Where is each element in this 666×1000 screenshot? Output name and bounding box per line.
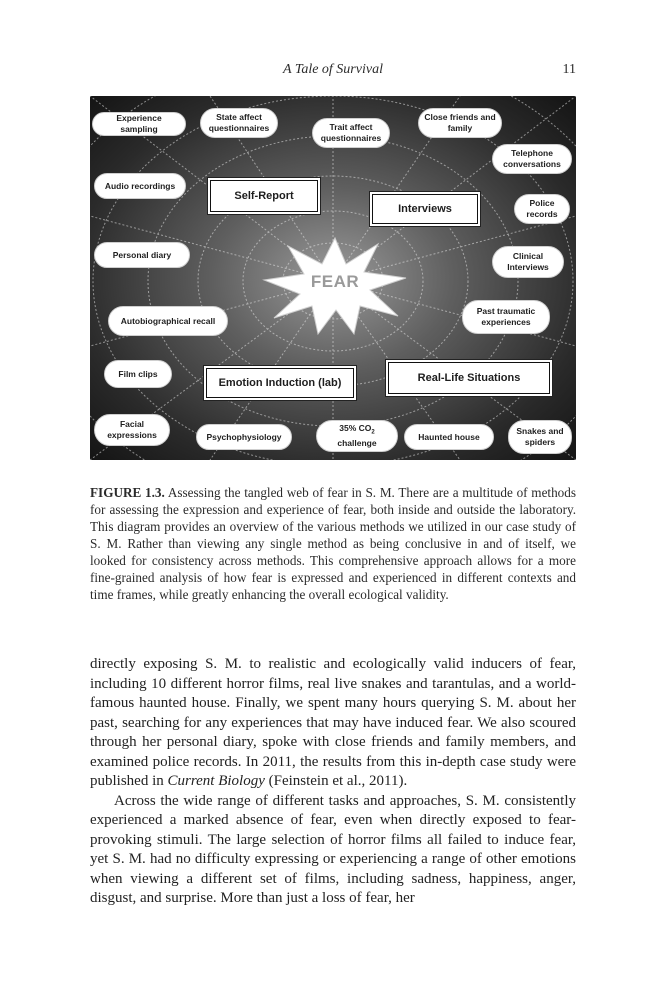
figure-caption	[90, 484, 576, 603]
method-past-traumatic-experiences: Past traumatic experiences	[462, 300, 550, 334]
running-head	[90, 62, 576, 82]
method-psychophysiology: Psychophysiology	[196, 424, 292, 450]
caption-label: FIGURE 1.3.	[90, 485, 165, 500]
method-film-clips: Film clips	[104, 360, 172, 388]
journal-title: Current Biology	[167, 773, 265, 789]
category-interviews: Interviews	[372, 194, 478, 224]
method-autobiographical-recall: Autobiographical recall	[108, 306, 228, 336]
method-snakes-and-spiders: Snakes and spiders	[508, 420, 572, 454]
category-emotion-induction: Emotion Induction (lab)	[206, 368, 354, 398]
category-self-report: Self-Report	[210, 180, 318, 212]
method-audio-recordings: Audio recordings	[94, 173, 186, 199]
paragraph-2: Across the wide range of different tasks and approaches, S. M. consistently experienced a marked absence of fear, even when directly exposed to fear-provoking stimuli. The large selection of horror films all failed to induce fear, yet S. M. had no difficulty expressing or experiencing a range of other emotions when viewing a different set of films, including sadness, happiness, anger, disgust, and surprise. More than just a loss of fear, her	[90, 792, 576, 906]
method-haunted-house: Haunted house	[404, 424, 494, 450]
method-state-affect-questionnaires: State affect questionnaires	[200, 108, 278, 138]
method-personal-diary: Personal diary	[94, 242, 190, 268]
method-clinical-interviews: Clinical Interviews	[492, 246, 564, 278]
paragraph-1: directly exposing S. M. to realistic and ecologically valid inducers of fear, including 10 different horror films, real live snakes and tarantulas, and a world-famous haunted house. Finally, we spent many hours querying S. M. about her past, searching for any experiences that may have induced fear. We also scoured through her personal diary, spoke with close friends and family members, and examined police records. In 2011, the results from this in-depth case study were published in Current Biology (Feinstein et al., 2011).	[90, 656, 576, 789]
body-text	[90, 655, 576, 909]
fear-label: FEAR	[310, 272, 360, 291]
co2-line-2: challenge	[337, 438, 377, 449]
page-number: 11	[562, 62, 576, 77]
caption-text: Assessing the tangled web of fear in S. M. There are a multitude of methods for assessing the expression and experience of fear, both inside and outside the laboratory. This diagram provides an overview of the various methods we utilized in our case study of S. M. Rather than viewing any single method as being conclusive in and of itself, we looked for consistency across methods. This comprehensive approach allows for a more fine-grained analysis of how fear is expressed and experienced in different contexts and time frames, while greatly enhancing the overall ecological validity.	[90, 485, 576, 602]
category-real-life-situations: Real-Life Situations	[388, 362, 550, 394]
method-police-records: Police records	[514, 194, 570, 224]
method-trait-affect-questionnaires: Trait affect questionnaires	[312, 118, 390, 148]
running-title: A Tale of Survival	[283, 62, 383, 77]
method-facial-expressions: Facial expressions	[94, 414, 170, 446]
co2-line-1: 35% $CO_2$	[339, 422, 375, 436]
method-close-friends-family: Close friends and family	[418, 108, 502, 138]
method-co2-challenge	[316, 420, 398, 452]
method-experience-sampling: Experience sampling	[92, 112, 186, 136]
figure-fear-web	[90, 96, 576, 460]
method-telephone-conversations: Telephone conversations	[492, 144, 572, 174]
